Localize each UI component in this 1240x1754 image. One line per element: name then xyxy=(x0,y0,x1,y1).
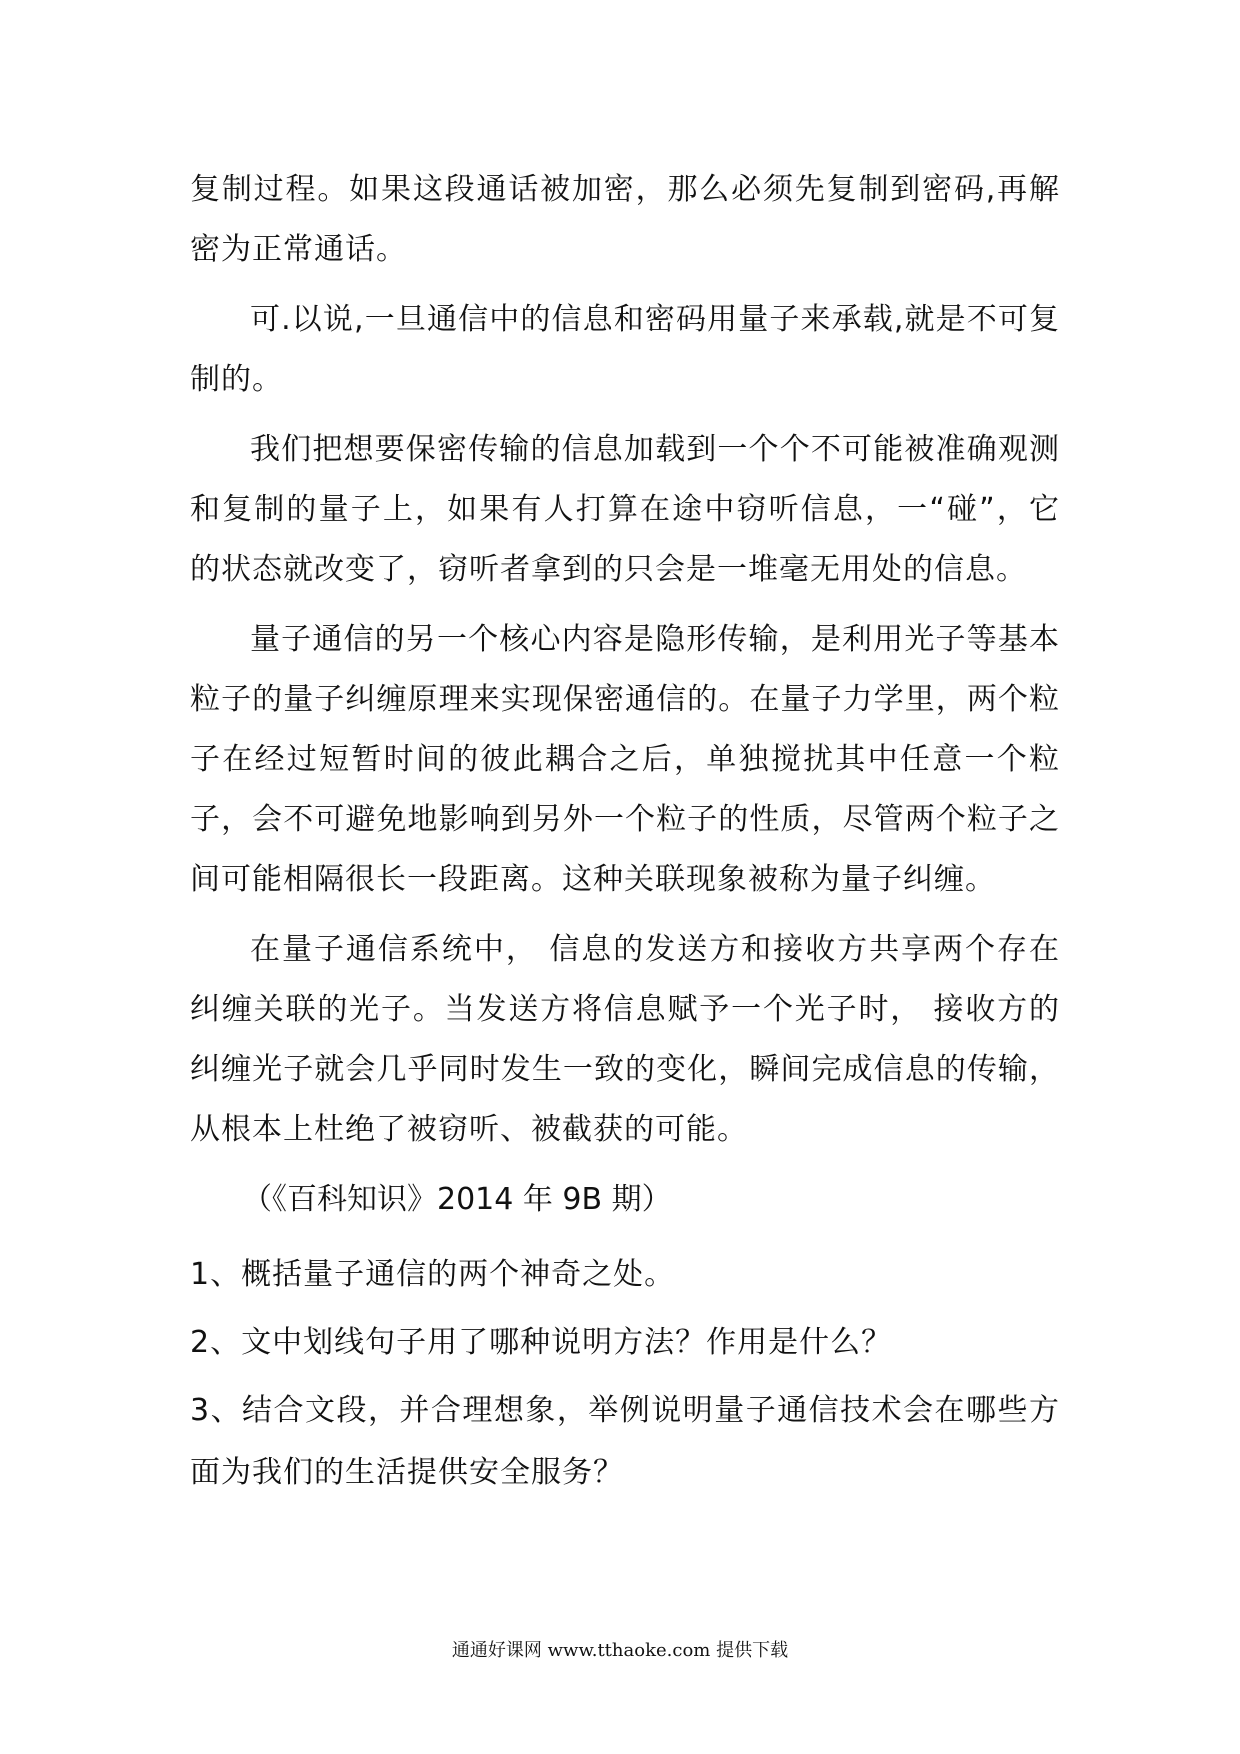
article-body xyxy=(190,160,1060,1510)
question-2: 2、文中划线句子用了哪种说明方法？作用是什么？ xyxy=(190,1325,893,1360)
paragraph-2: 可.以说,一旦通信中的信息和密码用量子来承载,就是不可复制的。 xyxy=(190,302,1060,397)
question-3: 3、结合文段，并合理想象，举例说明量子通信技术会在哪些方面为我们的生活提供安全服务？ xyxy=(190,1393,1060,1490)
paragraph-1: 复制过程。如果这段通话被加密，那么必须先复制到密码,再解密为正常通话。 xyxy=(190,172,1060,267)
paragraph-3: 我们把想要保密传输的信息加载到一个个不可能被准确观测和复制的量子上，如果有人打算在途中窃听信息，一“碰”，它的状态就改变了，窃听者拿到的只会是一堆毫无用处的信息。 xyxy=(190,432,1060,587)
paragraph-4: 量子通信的另一个核心内容是隐形传输，是利用光子等基本粒子的量子纠缠原理来实现保密通信的。在量子力学里，两个粒子在经过短暂时间的彼此耦合之后，单独搅扰其中任意一个粒子，会不可避免地影响到另外一个粒子的性质，尽管两个粒子之间可能相隔很长一段距离。这种关联现象被称为量子纠缠。 xyxy=(190,622,1060,897)
page-footer: 通通好课网 www.tthaoke.com 提供下载 xyxy=(451,1640,789,1661)
paragraph-5: 在量子通信系统中， 信息的发送方和接收方共享两个存在纠缠关联的光子。当发送方将信息赋予一个光子时， 接收方的纠缠光子就会几乎同时发生一致的变化，瞬间完成信息的传输，从根本上杜绝了被窃听、被截获的可能。 xyxy=(190,932,1060,1147)
source-citation: （《百科知识》2014 年 9B 期） xyxy=(242,1182,672,1217)
question-1: 1、概括量子通信的两个神奇之处。 xyxy=(190,1257,676,1292)
